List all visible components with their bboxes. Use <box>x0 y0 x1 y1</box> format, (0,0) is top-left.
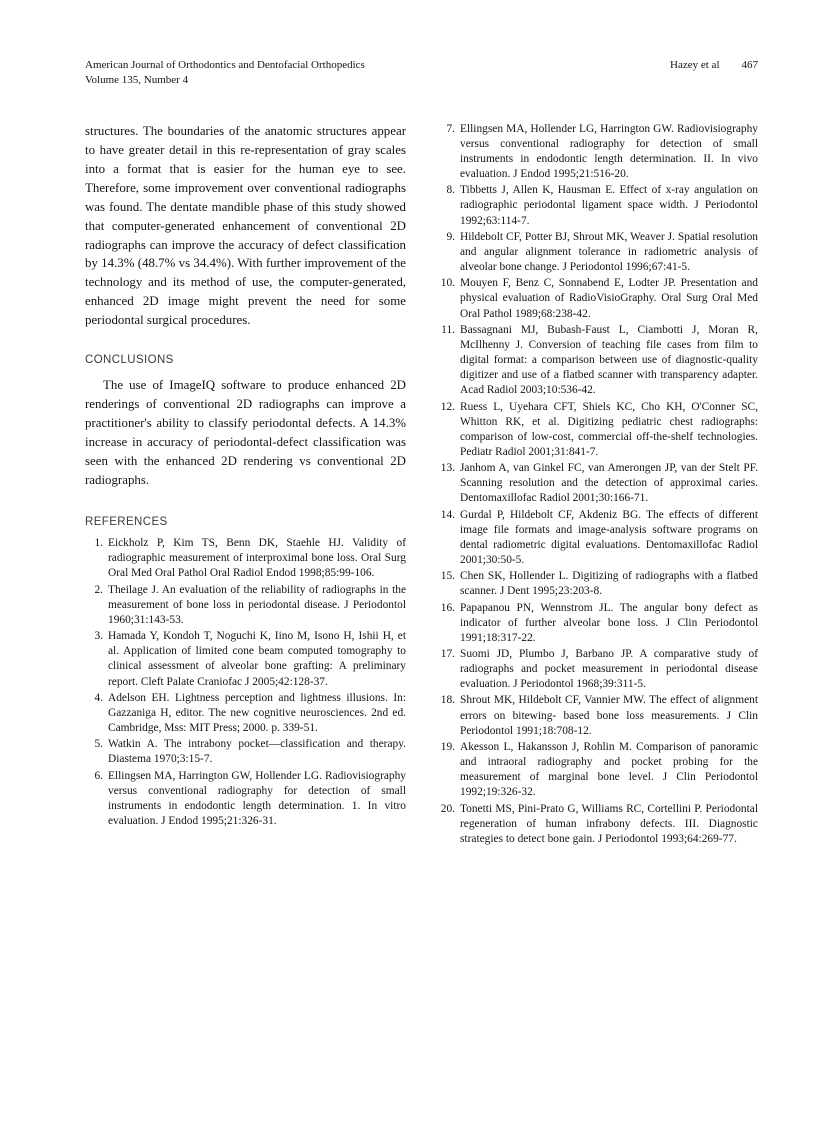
reference-item <box>437 802 758 847</box>
reference-number: 19. <box>440 740 455 753</box>
reference-item <box>437 323 758 399</box>
running-head-right <box>670 58 758 73</box>
reference-number: 5. <box>94 738 103 751</box>
reference-item <box>437 230 758 275</box>
reference-number: 1. <box>94 537 103 550</box>
reference-item <box>85 769 406 830</box>
reference-text: Suomi JD, Plumbo J, Barbano JP. A comparative study of radiographs and pocket measurement in periodontal disease evaluation. J Periodontol 1968;39:311-5. <box>460 648 758 691</box>
reference-item <box>437 601 758 646</box>
page-number: 467 <box>741 59 758 71</box>
reference-number: 9. <box>446 230 455 243</box>
reference-text: Akesson L, Hakansson J, Rohlin M. Comparison of panoramic and intraoral radiography and pocket probing for the measurement of marginal bone level. J Clin Periodontol 1992;19:326-32. <box>460 740 758 799</box>
reference-text: Chen SK, Hollender L. Digitizing of radiographs with a flatbed scanner. J Dent 1995;23:203-8. <box>460 570 758 598</box>
reference-number: 17. <box>440 648 455 660</box>
reference-text: Theilage J. An evaluation of the reliability of radiographs in the measurement of bone loss in periodontal disease. J Periodontol 1960;31:143-53. <box>108 583 406 626</box>
reference-number: 13. <box>440 462 455 475</box>
two-column-body <box>85 122 758 848</box>
reference-list-right <box>437 122 758 847</box>
reference-item <box>85 583 406 628</box>
reference-item <box>437 122 758 183</box>
reference-text: Tonetti MS, Pini-Prato G, Williams RC, Cortellini P. Periodontal regeneration of human infrabony defects. III. Diagnostic strategies to detect bone gain. J Periodontol 1993;64:269-77. <box>460 802 758 845</box>
right-column <box>437 122 758 848</box>
reference-text: Hamada Y, Kondoh T, Noguchi K, Iino M, Isono H, Ishii H, et al. Application of limited cone beam computed tomography to clinical assessment of alveolar bone grafting: A preliminary report. Cleft Palate Craniofac J 2005;42:128-37. <box>108 630 406 688</box>
reference-number: 10. <box>440 277 455 290</box>
reference-item <box>437 276 758 321</box>
reference-text: Tibbetts J, Allen K, Hausman E. Effect of x-ray angulation on radiographic periodontal ligament space width. J Periodontol 1992;63:114-7. <box>460 184 758 227</box>
reference-number: 4. <box>94 691 103 704</box>
left-column <box>85 122 406 848</box>
reference-number: 3. <box>94 630 103 643</box>
reference-number: 7. <box>446 122 455 135</box>
reference-number: 8. <box>446 184 455 197</box>
discussion-paragraph: structures. The boundaries of the anatomic structures appear to have greater detail in this re-representation of gray scales into a format that is easier for the human eye to see. Therefore, some improvement over conventional radiographs was found. The dentate mandible phase of this study showed that computer-generated enhancement of conventional 2D radiographs can improve the accuracy of defect classification by 14.3% (48.7% vs 34.4%). With further improvement of the technology and its method of use, the computer-generated, enhanced 2D image might prevent the need for some periodontal surgical procedures. <box>85 123 406 328</box>
reference-number: 12. <box>440 400 455 413</box>
reference-text: Hildebolt CF, Potter BJ, Shrout MK, Weaver J. Spatial resolution and angular alignment tolerance in radiometric analysis of alveolar bone change. J Periodontol 1996;67:41-5. <box>460 230 758 274</box>
reference-item <box>437 740 758 801</box>
reference-item <box>437 508 758 569</box>
reference-text: Watkin A. The intrabony pocket—classification and therapy. Diastema 1970;3:15-7. <box>108 738 406 766</box>
reference-text: Adelson EH. Lightness perception and lightness illusions. In: Gazzaniga H, editor. The new cognitive neurosciences. 2nd ed. Cambridge, Mss: MIT Press; 2000. p. 339-51. <box>108 691 406 735</box>
reference-list-left <box>85 536 406 829</box>
reference-text: Gurdal P, Hildebolt CF, Akdeniz BG. The effects of different image file formats and image-analysis software programs on dental radiometric digital evaluations. Dentomaxillofac Radiol 2001;30:50-5. <box>460 508 758 567</box>
journal-title: American Journal of Orthodontics and Dentofacial Orthopedics <box>85 59 365 71</box>
references-heading: REFERENCES <box>85 516 168 529</box>
reference-item <box>85 737 406 767</box>
reference-item <box>85 536 406 581</box>
reference-text: Shrout MK, Hildebolt CF, Vannier MW. The effect of alignment errors on bitewing- based bone loss measurements. J Clin Periodontol 1991;18:708-12. <box>460 694 758 737</box>
reference-text: Papapanou PN, Wennstrom JL. The angular bony defect as indicator of further alveolar bone loss. J Clin Periodontol 1991;18:317-22. <box>460 601 758 644</box>
conclusions-heading: CONCLUSIONS <box>85 354 174 367</box>
reference-item <box>437 183 758 228</box>
running-authors: Hazey et al <box>670 59 720 71</box>
reference-text: Eickholz P, Kim TS, Benn DK, Staehle HJ. Validity of radiographic measurement of interproximal bone loss. Oral Surg Oral Med Oral Pathol Oral Radiol Endod 1998;85:99-106. <box>108 537 406 580</box>
reference-text: Ellingsen MA, Hollender LG, Harrington GW. Radiovisiography versus conventional radiography for detection of small instruments in endodontic length determination. II. In vivo evaluation. J Endod 1995;21:516-20. <box>460 122 758 181</box>
reference-number: 20. <box>440 802 455 815</box>
reference-text: Mouyen F, Benz C, Sonnabend E, Lodter JP. Presentation and physical evaluation of RadioVisioGraphy. Oral Surg Oral Med Oral Pathol 1989;68:238-42. <box>460 277 758 320</box>
reference-item <box>437 461 758 506</box>
reference-item <box>85 691 406 736</box>
reference-number: 2. <box>94 583 103 596</box>
reference-number: 15. <box>440 570 455 583</box>
reference-item <box>437 400 758 461</box>
reference-number: 6. <box>94 769 103 782</box>
reference-item <box>437 569 758 599</box>
reference-text: Janhom A, van Ginkel FC, van Amerongen JP, van der Stelt PF. Scanning resolution and the detection of approximal caries. Dentomaxillofac Radiol 2001;30:166-71. <box>460 462 758 505</box>
reference-text: Ruess L, Uyehara CFT, Shiels KC, Cho KH, O'Conner SC, Whitton RK, et al. Digitizing pediatric chest radiographs: comparison of low-cost, commercial off-the-shelf technologies. Pediatr Radiol 2001;31:841-7. <box>460 400 758 458</box>
conclusions-paragraph: The use of ImageIQ software to produce enhanced 2D renderings of conventional 2D radiographs can improve a practitioner's ability to classify periodontal defects. A 14.3% increase in accuracy of periodontal-defect classification was seen with the enhanced 2D rendering vs conventional 2D radiographs. <box>85 378 406 488</box>
journal-info <box>85 58 365 88</box>
reference-number: 11. <box>441 323 455 336</box>
reference-number: 16. <box>440 601 455 614</box>
reference-text: Bassagnani MJ, Bubash-Faust L, Ciambotti J, Moran R, McIlhenny J. Conversion of teaching file cases from film to digital format: a comparison between use of diagnostic-quality digitizer and use of a flatbed scanner with transparency adapter. Acad Radiol 2003;10:536-42. <box>460 323 758 397</box>
journal-issue: Volume 135, Number 4 <box>85 73 189 86</box>
reference-item <box>85 629 406 690</box>
reference-text: Ellingsen MA, Harrington GW, Hollender LG. Radiovisiography versus conventional radiography for detection of small instruments in endodontic length determination. 1. In vitro evaluation. J Endod 1995;21:326-31. <box>108 769 406 827</box>
reference-item <box>437 647 758 692</box>
reference-number: 18. <box>440 694 455 707</box>
reference-number: 14. <box>440 508 455 521</box>
running-header <box>85 58 758 88</box>
reference-item <box>437 693 758 738</box>
